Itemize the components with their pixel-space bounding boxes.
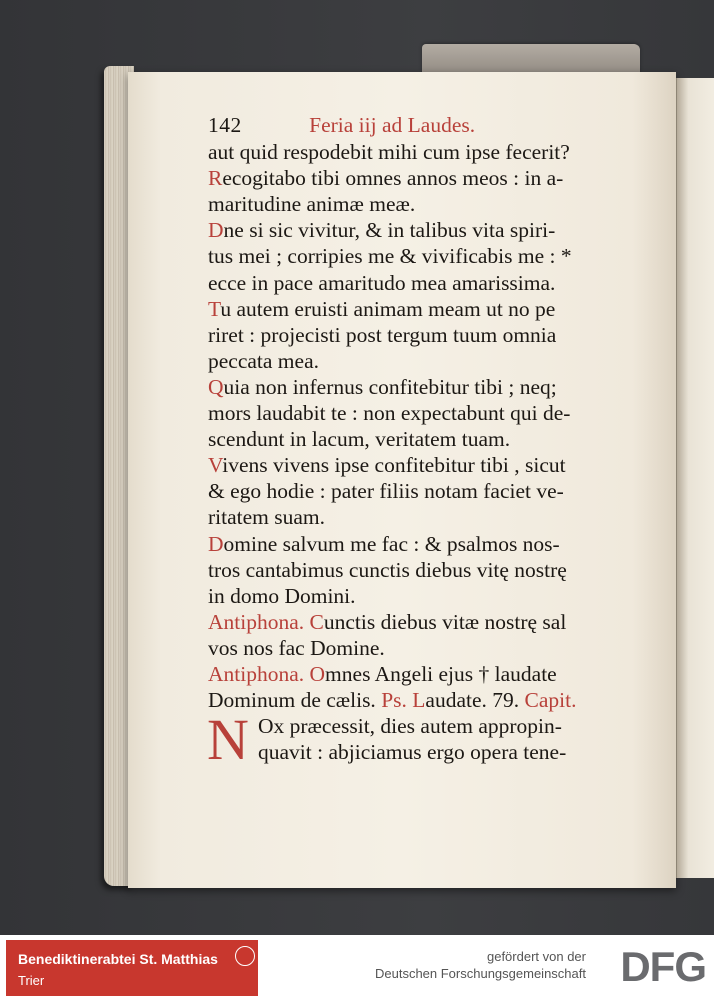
text-segment: mors laudabit te : non expectabunt qui de- [208,401,571,426]
text-segment: ritatem suam. [208,505,326,530]
text-line [208,139,648,165]
institution-city: Trier [18,973,45,988]
page-number: 142 [208,113,242,137]
rubric-text: R [208,166,223,191]
text-segment: riret : projecisti post tergum tuum omnia [208,322,557,347]
text-segment: uia non infernus confitebitur tibi ; neq; [223,374,557,399]
text-segment: & ego hodie : pater filiis notam faciet ve- [208,479,564,504]
text-line [208,687,648,713]
text-segment: u autem eruisti animam meam ut no pe [220,296,556,321]
capitulum [207,707,648,773]
text-line [208,609,648,635]
text-line [208,322,648,348]
text-line [208,296,648,322]
text-segment: maritudine animæ meæ. [208,192,416,217]
facing-page-edge [676,78,714,878]
text-segment: Dominum de cælis. [208,688,382,713]
text-segment: peccata mea. [208,348,319,373]
text-line [208,348,648,374]
text-segment: ne si sic vivitur, & in talibus vita spiri- [223,218,556,243]
page-text [207,112,648,773]
text-line [208,165,648,191]
text-line [208,478,648,504]
text-line: Ox præcessit, dies autem appropin- [258,714,562,739]
institution-logo-icon [235,946,255,966]
text-line [208,531,648,557]
dfg-logo[interactable]: DFG [620,943,706,990]
text-line [208,452,648,478]
text-line [208,504,648,530]
text-line [208,374,648,400]
drop-capital: N [207,707,249,773]
institution-name: Benediktinerabtei St. Matthias [18,951,218,967]
running-title: Feria iij ad Laudes. [309,113,476,137]
text-segment: scendunt in lacum, veritatem tuam. [208,427,511,452]
text-segment: unctis diebus vitæ nostrę sal [323,609,567,634]
text-segment: vos nos fac Domine. [208,635,385,660]
rubric-text: Antiphona. O [208,661,326,686]
text-line [208,191,648,217]
footer-banner [0,935,714,1000]
funder-text-line1: gefördert von der [486,949,586,964]
rubric-text: D [208,531,224,556]
text-segment: ivens vivens ipse confitebitur tibi , sicut [222,453,566,478]
text-line [208,217,648,243]
text-segment: tros cantabimus cunctis diebus vitę nostrę [208,557,567,582]
text-segment: audate. 79. [425,688,525,713]
text-line: quavit : abjiciamus ergo opera tene- [258,740,567,765]
text-segment: aut quid respodebit mihi cum ipse fecerit? [208,140,570,165]
page-header [208,112,648,138]
text-segment: ecogitabo tibi omnes annos meos : in a- [222,166,564,191]
text-line [208,243,648,269]
text-segment: in domo Domini. [208,583,356,608]
rubric-text: V [208,453,223,478]
text-segment: mnes Angeli ejus † laudate [325,661,557,686]
text-line [208,635,648,661]
text-line [208,583,648,609]
rubric-text: Ps. L [381,688,426,713]
rubric-text: Antiphona. C [208,609,324,634]
text-line [208,426,648,452]
institution-box[interactable] [6,940,258,996]
text-segment: ecce in pace amaritudo mea amarissima. [208,270,556,295]
funder-text-line2: Deutschen Forschungsgemeinschaft [374,966,586,981]
text-line [208,270,648,296]
text-line [208,557,648,583]
text-body [208,139,648,713]
text-segment: tus mei ; corripies me & vivificabis me : * [208,244,572,269]
rubric-text: T [208,296,221,321]
text-segment: omine salvum me fac : & psalmos nos- [223,531,560,556]
rubric-text: Q [208,374,224,399]
text-line [208,661,648,687]
rubric-text: D [208,218,224,243]
rubric-text: Capit. [524,688,577,713]
text-line [208,400,648,426]
